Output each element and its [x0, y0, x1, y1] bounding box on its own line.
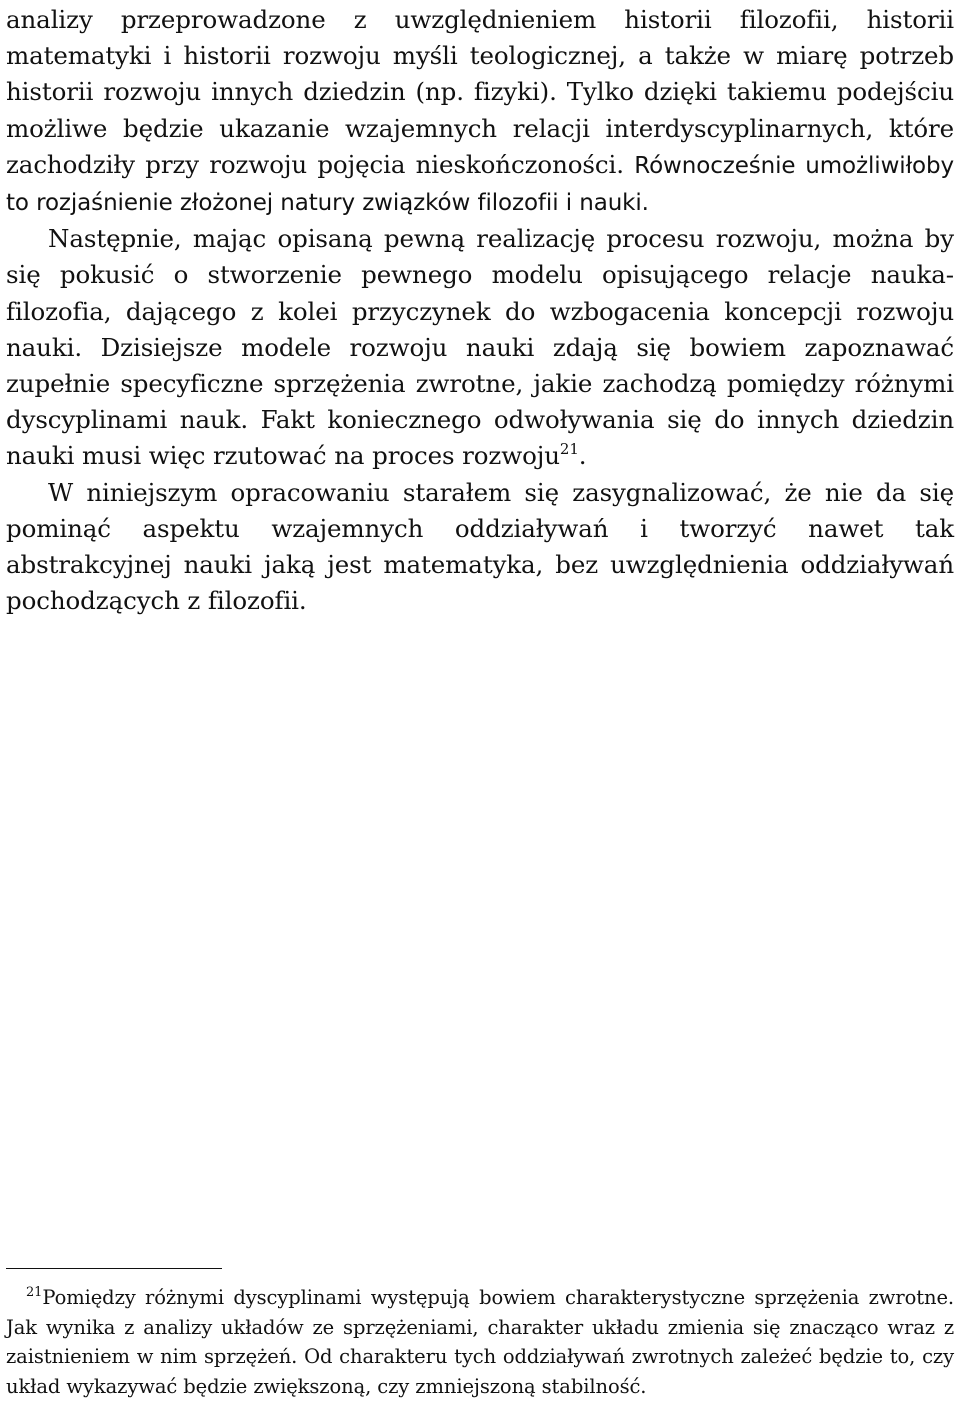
paragraph-2: [6, 221, 954, 474]
paragraph-1-sans-text: Równocześnie umożliwiłoby to rozjaśnienie złożonej natury związków filozofii i nauki.: [6, 152, 955, 217]
footnote-mark: 21: [26, 1285, 43, 1300]
main-text: [6, 2, 954, 619]
paragraph-2-end: .: [578, 441, 587, 471]
footnote-21: [6, 1283, 954, 1401]
footnote-reference[interactable]: 21: [559, 440, 579, 459]
paragraph-2-text: Następnie, mając opisaną pewną realizację procesu rozwoju, można by się pokusić o stworzenie pewnego modelu opisującego relacje nauka-filozofia, dającego z kolei przyczynek do wzbogacenia koncepcji rozwoju nauki. Dzisiejsze modele rozwoju nauki zdają się bowiem zapoznawać zupełnie specyficzne sprzężenia zwrotne, jakie zachodzą pomiędzy różnymi dyscyplinami nauk. Fakt koniecznego odwoływania się do innych dziedzin nauki musi więc rzutować na proces rozwoju: [6, 224, 954, 471]
paragraph-1: [6, 2, 954, 221]
footnote-text: Pomiędzy różnymi dyscyplinami występują bowiem charakterystyczne sprzężenia zwrotne. Jak wynika z analizy układów ze sprzężeniami, charakter układu zmienia się znacząco wraz z zaistnieniem w nim sprzężeń. Od charakteru tych oddziaływań zwrotnych zależeć będzie to, czy układ wykazywać będzie zwiększoną, czy zmniejszoną stabilność.: [6, 1286, 954, 1398]
paragraph-1-serif-text: analizy przeprowadzone z uwzględnieniem historii filozofii, historii matematyki i historii rozwoju myśli teologicznej, a także w miarę potrzeb historii rozwoju innych dziedzin (np. fizyki). Tylko dzięki takiemu podejściu możliwe będzie ukazanie wzajemnych relacji interdyscyplinarnych, które zachodziły przy rozwoju pojęcia nieskończoności.: [6, 5, 954, 179]
paragraph-3-text: W niniejszym opracowaniu starałem się zasygnalizować, że nie da się pominąć aspektu wzajemnych oddziaływań i tworzyć nawet tak abstrakcyjnej nauki jaką jest matematyka, bez uwzględnienia oddziaływań pochodzących z filozofii.: [6, 477, 954, 616]
footnote: [6, 1283, 954, 1401]
footnote-separator: [6, 1268, 222, 1269]
document-page: [6, 0, 954, 1428]
paragraph-3: [6, 475, 954, 620]
